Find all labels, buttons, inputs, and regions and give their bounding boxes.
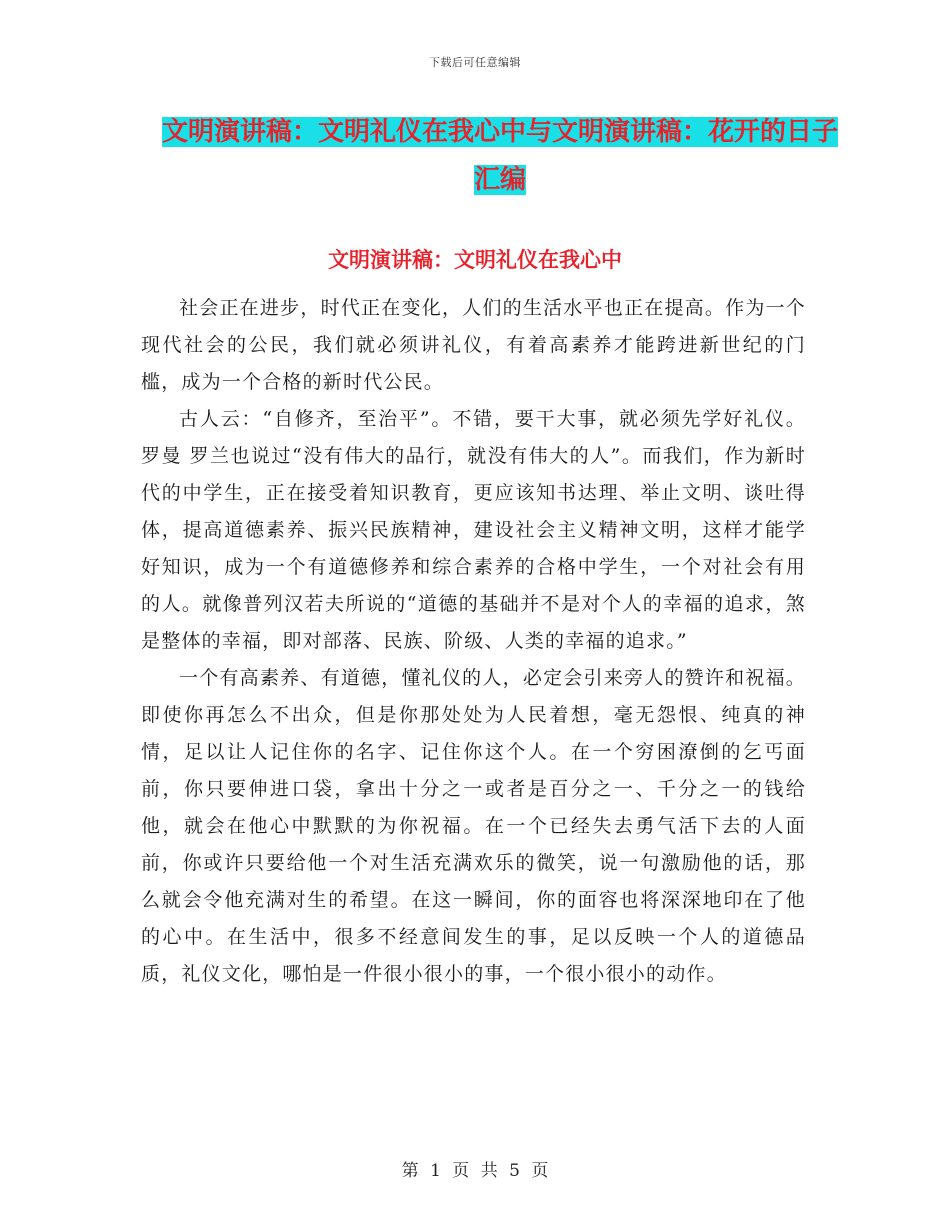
header-note: 下载后可任意编辑 bbox=[429, 56, 521, 69]
paragraph: 一个有高素养、有道德，懂礼仪的人，必定会引来旁人的赞许和祝福。即使你再怎么不出众，但是你那处处为人民着想，毫无怨恨、纯真的神情，足以让人记住你的名字、记住你这个人。在一个穷困潦倒的乞丐面前，你只要伸进口袋，拿出十分之一或者是百分之一、千分之一的钱给他，就会在他心中默默的为你祝福。在一个已经失去勇气活下去的人面前，你或许只要给他一个对生活充满欢乐的微笑，说一句激励他的话，那么就会令他充满对生的希望。在这一瞬间，你的面容也将深深地印在了他的心中。在生活中，很多不经意间发生的事，足以反映一个人的道德品质，礼仪文化，哪怕是一件很小很小的事，一个很小很小的动作。 bbox=[141, 667, 806, 985]
paragraph: 古人云：“自修齐，至治平”。不错，要干大事，就必须先学好礼仪。罗曼 罗兰也说过“没有伟大的品行，就没有伟大的人”。而我们，作为新时代的中学生，正在接受着知识教育，更应该知书达理、举止文明、谈吐得体，提高道德素养、振兴民族精神，建设社会主义精神文明，这样才能学好知识，成为一个有道德修养和综合素养的合格中学生，一个对社会有用的人。就像普列汉若夫所说的“道德的基础并不是对个人的幸福的追求，煞是整体的幸福，即对部落、民族、阶级、人类的幸福的追求。” bbox=[141, 408, 806, 652]
page-number: 第 1 页 共 5 页 bbox=[401, 1161, 549, 1181]
section-heading: 文明演讲稿：文明礼仪在我心中 bbox=[328, 248, 622, 272]
document-title-text: 文明演讲稿：文明礼仪在我心中与文明演讲稿：花开的日子汇编 bbox=[161, 117, 838, 195]
paragraph: 社会正在进步，时代正在变化，人们的生活水平也正在提高。作为一个现代社会的公民，我们就必须讲礼仪，有着高素养才能跨进新世纪的门槛，成为一个合格的新时代公民。 bbox=[141, 297, 806, 393]
document-body bbox=[141, 290, 806, 993]
document-title bbox=[150, 108, 850, 204]
